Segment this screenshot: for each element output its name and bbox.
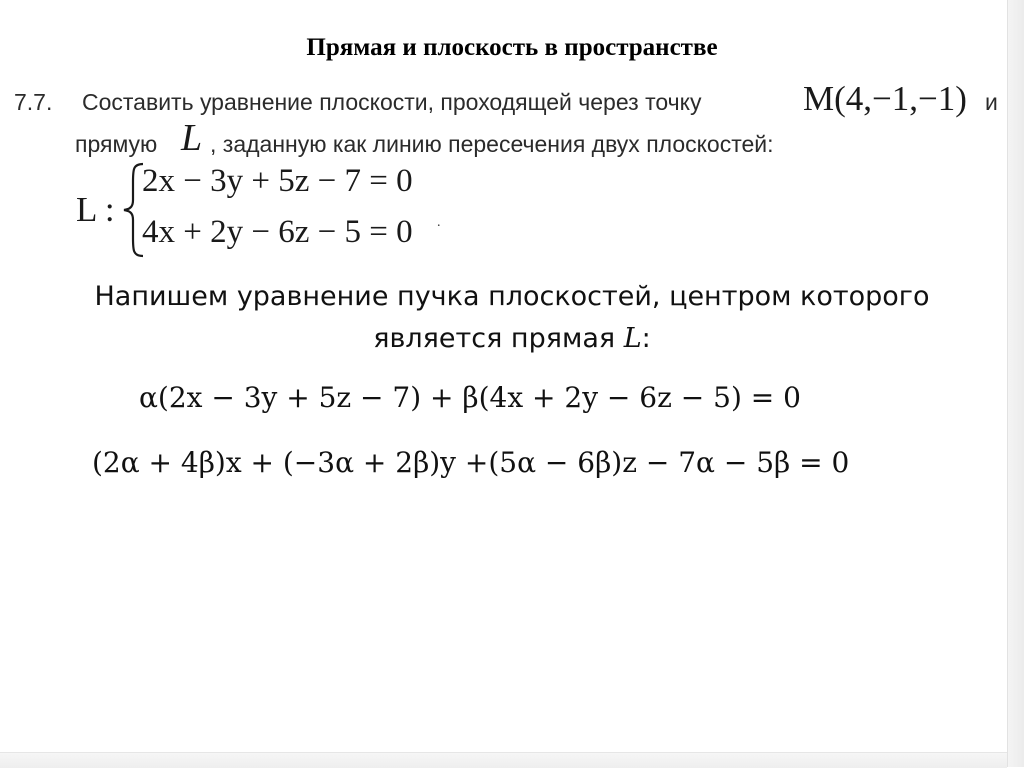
equation-1: 2x − 3y + 5z − 7 = 0 (142, 163, 413, 199)
problem-text-line1: Составить уравнение плоскости, проходящей через точку (82, 89, 702, 115)
solution-text-line2 (0, 323, 1024, 354)
system-label: L : (76, 190, 115, 229)
expanded-formula: (2α + 4β)x + (−3α + 2β)y +(5α − 6β)z − 7α − 5β = 0 (92, 446, 850, 479)
solution-text-line2-start: является прямая (373, 323, 624, 354)
slide-frame-bottom (0, 752, 1007, 768)
solution-line-var: L (623, 323, 642, 354)
problem-text-line2-start: прямую (75, 131, 158, 157)
slide-title: Прямая и плоскость в пространстве (306, 34, 718, 61)
slide-frame-right (1007, 0, 1024, 767)
pencil-formula: α(2x − 3y + 5z − 7) + β(4x + 2y − 6z − 5) = 0 (139, 381, 801, 414)
problem-number: 7.7. (14, 89, 53, 115)
solution-text-line1: Напишем уравнение пучка плоскостей, центром которого (94, 281, 930, 312)
problem-text-line2-end: , заданную как линию пересечения двух плоскостей: (210, 131, 774, 157)
solution-text-line2-end: : (641, 323, 651, 354)
line-name: L (181, 117, 203, 159)
trailing-dot: . (437, 215, 441, 230)
point-m: M(4,−1,−1) (803, 79, 967, 118)
equation-2: 4x + 2y − 6z − 5 = 0 (142, 214, 413, 250)
problem-conjunction: и (985, 89, 998, 115)
